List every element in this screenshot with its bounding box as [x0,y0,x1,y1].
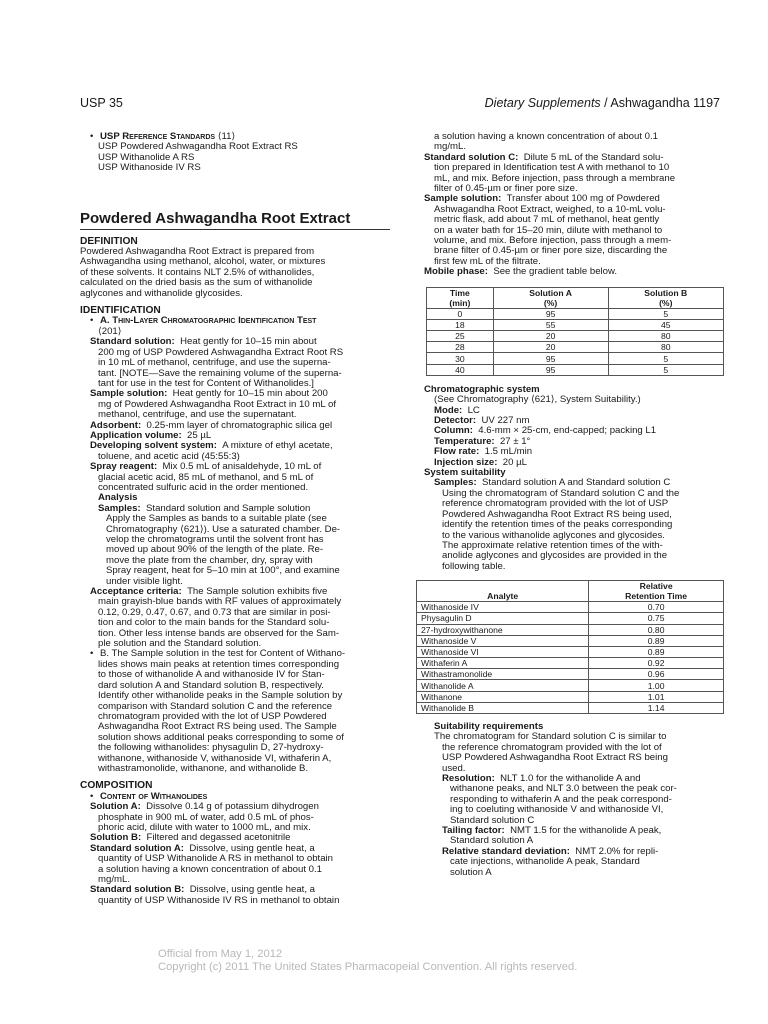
analysis-line-text: Spray reagent, heat for 5–10 min at 100°, and examine [106,565,340,577]
identification-a-line-text: 0.25-mm layer of chromatographic silica gel [146,419,333,431]
solution-line-text: tion prepared in Identification test A with methanol to 10 [434,162,670,174]
rrt-value: 0.70 [589,602,724,613]
gradient-cell: 95 [493,364,608,375]
solution-line-text: mg/mL. [434,141,466,153]
suitability-line [424,868,724,878]
chromatographic-line-text: (See Chromatography ⟨621⟩, System Suitability.) [434,394,641,406]
chromatographic-line-label: Detector: [434,415,477,427]
gradient-header-2 [608,287,724,308]
gradient-cell: 5 [608,364,724,375]
identification-b-line: • B. The Sample solution in the test for Content of Withano- [80,649,390,659]
identification-a-body [80,337,390,493]
rrt-header-analyte: Analyte [417,581,589,602]
composition-heading: COMPOSITION [80,780,153,792]
gradient-row [427,319,724,330]
gradient-row [427,342,724,353]
solution-line [424,267,724,277]
definition-text [80,247,390,299]
acceptance-line-text: 0.12, 0.29, 0.47, 0.67, and 0.73 that are similar in posi- [98,606,331,618]
chromatographic-line-text: 4.6-mm × 25-cm, end-capped; packing L1 [478,425,657,437]
chromatographic-line-label: Chromatographic system [424,383,540,395]
running-header-left: USP 35 [80,96,123,110]
gradient-cell: 20 [493,342,608,353]
composition-line-label: Solution B: [90,832,142,844]
suitability-line-text: USP Powdered Ashwagandha Root Extract RS being [442,752,668,764]
header-chapter: Dietary Supplements [484,96,601,110]
solution-line-text: brane filter of 0.45-µm or finer pore size, discarding the [434,245,668,257]
identification-a-line-text: Mix 0.5 mL of anisaldehyde, 10 mL of [162,461,322,473]
rrt-value: 1.01 [589,691,724,702]
gradient-header-line: Solution B [644,287,688,298]
solution-line-text: volume, and mix. Before injection, pass through a mem- [434,235,672,247]
identification-b-line: withastramonolide, withanone, and withanolide B. [98,762,309,774]
composition-line [80,896,390,906]
rrt-row [417,635,724,646]
suitability-line-text: Standard solution C [450,814,535,826]
solution-line-label: Mobile phase: [424,266,488,278]
gradient-cell: 45 [608,319,724,330]
identification-a-line-text: in 10 mL of methanol, centrifuge, and use the superna- [98,357,331,369]
acceptance-line-text: ple solution and the Standard solution. [98,638,262,650]
system-suitability-line-text: following table. [442,560,506,572]
rrt-value: 1.14 [589,702,724,713]
identification-a-line-text: Heat gently for 10–15 min about 200 [172,388,328,400]
rrt-analyte: Withastramonolide [417,669,589,680]
rrt-analyte: 27-hydroxywithanone [417,624,589,635]
analysis-line-text: moved up about 90% of the length of the plate. Re- [106,544,324,556]
footer-copyright: Copyright (c) 2011 The United States Pharmacopeial Convention. All rights reserved. [158,961,578,973]
running-header-right [485,96,720,110]
composition-body [80,802,390,906]
acceptance-line-text: The Sample solution exhibits five [187,586,328,598]
header-page: / Ashwagandha 1197 [600,96,720,110]
acceptance-line-text: tion. Other less intense bands are observed for the Sam- [98,627,340,639]
gradient-header-1 [493,287,608,308]
chromatographic-line-label: Mode: [434,404,463,416]
suitability-line [424,753,724,763]
solution-line-text: metric flask, add about 7 mL of methanol, heat gently [434,214,660,226]
chromatographic-line-label: Temperature: [434,435,495,447]
rrt-analyte: Withanolide A [417,680,589,691]
definition-heading: DEFINITION [80,235,138,247]
gradient-header-unit: (min) [449,297,471,308]
solution-line-text: See the gradient table below. [493,266,618,278]
composition-line-text: quantity of USP Withanolide A RS in methanol to obtain [98,853,334,865]
analysis-heading: Analysis [98,492,138,504]
reference-standard-item: USP Withanoside IV RS [98,162,201,174]
suitability-line-text: the reference chromatogram provided with the lot of [442,741,662,753]
identification-a-line-label: Spray reagent: [90,461,158,473]
rrt-row [417,613,724,624]
suitability-line-text: NMT 1.5 for the withanolide A peak, [510,825,662,837]
identification-a-line-text: 200 mg of USP Powdered Ashwagandha Extract Root RS [98,346,344,358]
reference-standards-list [80,142,390,173]
content-heading: • Content of Withanolides [80,792,390,802]
identification-a-heading: • A. Thin-Layer Chromatographic Identification Test [80,316,390,326]
solution-line-text: first few mL of the filtrate. [434,255,541,267]
gradient-header-line: Solution A [529,287,572,298]
solutions-continued [424,132,724,278]
rrt-row [417,669,724,680]
reference-standard-item: USP Withanolide A RS [98,151,195,163]
suitability-requirements-body [424,732,724,878]
identification-a-line-text: A mixture of ethyl acetate, [222,440,333,452]
gradient-cell: 5 [608,353,724,364]
identification-a-line-label: Developing solvent system: [90,440,217,452]
chromatographic-line-text: LC [467,404,480,416]
rrt-header-rrt: Relative Retention Time [589,581,724,602]
composition-line-label: Solution A: [90,801,141,813]
footer-watermark [158,948,577,974]
gradient-header-0 [427,287,494,308]
analysis-body [80,504,390,587]
identification-b-line: lides shows main peaks at retention times corresponding [98,658,340,670]
rrt-value: 0.89 [589,646,724,657]
system-suitability-line-text: anolide aglycones and glycosides are provided in the [442,550,668,562]
composition-line-label: Standard solution B: [90,884,185,896]
rrt-value: 1.00 [589,680,724,691]
rrt-value: 0.96 [589,669,724,680]
suitability-line-text: cate injections, withanolide A peak, Standard [450,856,640,868]
analysis-line-label: Samples: [98,502,141,514]
identification-a-line-label: Application volume: [90,429,182,441]
identification-a-line-label: Standard solution: [90,336,175,348]
rrt-analyte: Physagulin D [417,613,589,624]
reference-standard-item: USP Powdered Ashwagandha Root Extract RS [98,141,298,153]
identification-a-line-label: Adsorbent: [90,419,142,431]
definition-line: of these solvents. It contains NLT 2.5% of withanolides, [80,266,315,278]
identification-a-line-label: Sample solution: [90,388,168,400]
gradient-header-unit: (%) [659,297,673,308]
definition-line: aglycones and withanolide glycosides. [80,287,243,299]
solution-line-label: Sample solution: [424,193,502,205]
identification-b-line: the following withanolides: physagulin D, 27-hydroxy- [98,742,324,754]
rrt-analyte: Withanoside V [417,635,589,646]
gradient-table [426,287,724,376]
chromatographic-line-text: UV 227 nm [481,415,530,427]
gradient-cell: 95 [493,353,608,364]
gradient-cell: 80 [608,342,724,353]
identification-b-line: solution shows additional peaks corresponding to some of [98,731,344,743]
chromatographic-line-text: 20 µL [502,456,527,468]
suitability-line-text: solution A [450,866,492,878]
acceptance-line-text: main grayish-blue bands with RF values of approximately [98,596,342,608]
analysis-line-text: move the plate from the chamber, dry, spray with [106,554,313,566]
gradient-cell: 30 [427,353,494,364]
monograph-title: Powdered Ashwagandha Root Extract [80,210,390,230]
footer-official-date: Official from May 1, 2012 [158,948,283,960]
rrt-row [417,691,724,702]
chromatographic-line-label: Flow rate: [434,446,480,458]
rrt-row [417,702,724,713]
rrt-value: 0.89 [589,635,724,646]
suitability-line-text: withanone peaks, and NLT 3.0 between the peak cor- [450,783,677,795]
gradient-cell: 55 [493,319,608,330]
gradient-cell: 0 [427,308,494,319]
suitability-line-text: ing to coeluting withanoside V and withanoside VI, [450,804,664,816]
rrt-row [417,602,724,613]
gradient-cell: 40 [427,364,494,375]
solution-line-text: Transfer about 100 mg of Powdered [506,193,660,205]
identification-a-line-text: glacial acetic acid, 85 mL of methanol, and 5 mL of [98,471,314,483]
suitability-line-text: responding to withaferin A and the peak correspond- [450,793,672,805]
chromatographic-line-text: 1.5 mL/min [484,446,533,458]
system-suitability-line [424,562,724,572]
chromatographic-line-text: 27 ± 1° [499,435,531,447]
solution-line-label: Standard solution C: [424,151,519,163]
identification-a-line-text: toluene, and acetic acid (45:55:3) [98,450,240,462]
definition-line: Powdered Ashwagandha Root Extract is prepared from [80,246,315,258]
system-suitability-line-label: Samples: [434,477,477,489]
suitability-line-text: used. [442,762,466,774]
solution-line [424,132,724,142]
identification-a-line-text: tant. [NOTE—Save the remaining volume of the superna- [98,367,342,379]
system-suitability-line-text: Using the chromatogram of Standard solution C and the [442,487,680,499]
composition-line-text: mg/mL. [98,874,130,885]
gradient-header-line: Time [449,287,470,298]
suitability-line-label: Tailing factor: [442,825,505,837]
composition-line-text: phosphate in 900 mL of water, add 0.5 mL of phos- [98,811,314,823]
composition-line-text: Dissolve 0.14 g of potassium dihydrogen [146,801,319,813]
rrt-value: 0.92 [589,658,724,669]
identification-a-line-text: tant for use in the test for Content of Withanolides.] [98,377,314,389]
rrt-analyte: Withanoside VI [417,646,589,657]
identification-a-line-text: mg of Powdered Ashwagandha Root Extract in 10 mL of [98,398,337,410]
analysis-line-text: under visible light. [106,575,183,587]
gradient-cell: 95 [493,308,608,319]
definition-line: calculated on the dried basis as the sum of withanolide [80,277,313,289]
definition-line: Ashwagandha using methanol, alcohol, water, or mixtures [80,256,326,268]
gradient-cell: 20 [493,331,608,342]
gradient-header-unit: (%) [543,297,558,308]
suitability-line-text: NMT 2.0% for repli- [575,845,659,857]
composition-line-text: phoric acid, dilute with water to 1000 mL, and mix. [98,821,311,833]
solution-line-text: Dilute 5 mL of the Standard solu- [523,151,664,163]
gradient-cell: 25 [427,331,494,342]
identification-b-line: chromatogram provided with the lot of USP Powdered [98,710,327,722]
composition-line-text: Filtered and degassed acetonitrile [146,832,291,844]
right-column [421,131,724,878]
gradient-row [427,308,724,319]
rrt-analyte: Withanone [417,691,589,702]
analysis-line-text: Apply the Samples as bands to a suitable plate (see [106,513,327,525]
identification-b-line: dard solution A and Standard solution B, respectively. [98,679,324,691]
composition-line-label: Standard solution A: [90,842,184,854]
acceptance-line-label: Acceptance criteria: [90,586,182,598]
identification-a-line-text: Heat gently for 10–15 min about [180,336,317,348]
rrt-analyte: Withaferin A [417,658,589,669]
chromatographic-line-label: Injection size: [434,456,498,468]
rrt-row [417,680,724,691]
suitability-line-text: NLT 1.0 for the withanolide A and [500,773,641,785]
identification-b-line: comparison with Standard solution C and the reference [98,700,333,712]
solution-line-text: a solution having a known concentration of about 0.1 [434,131,659,142]
system-suitability-heading: System suitability [424,467,506,479]
identification-b-line: Identify other withanolide peaks in the Sample solution by [98,690,343,702]
system-suitability-line-text: to the various withanolide aglycones and glycosides. [442,529,665,541]
chromatographic-line-label: Column: [434,425,473,437]
system-suitability-line-text: reference chromatogram provided with the lot of USP [442,498,669,510]
identification-a-suffix: ⟨201⟩ [98,325,122,337]
system-suitability-body [424,478,724,572]
identification-b-line: to those of withanolide A and withanoside IV for Stan- [98,669,325,681]
rrt-row [417,658,724,669]
identification-a-line-text: concentrated sulfuric acid in the order mentioned. [98,481,309,493]
suitability-requirements-heading: Suitability requirements [434,721,544,732]
rrt-row [417,646,724,657]
gradient-cell: 18 [427,319,494,330]
suitability-line-label: Resolution: [442,773,495,785]
system-suitability-line-text: The approximate relative retention times of the with- [442,539,663,551]
identification-b-body [80,649,390,774]
rrt-value: 0.75 [589,613,724,624]
analysis-line-text: Chromatography ⟨621⟩). Use a saturated chamber. De- [106,523,341,535]
identification-b-line: Ashwagandha Root Extract RS being used. The Sample [98,721,337,733]
suitability-line-label: Relative standard deviation: [442,845,570,857]
composition-line-text: Dissolve, using gentle heat, a [189,842,315,854]
solution-line-text: on a water bath for 15–20 min, dilute with methanol to [434,224,663,236]
solution-line-text: Ashwagandha Root Extract, weighed, to a 10-mL volu- [434,203,666,215]
solution-line-text: filter of 0.45-µm or finer pore size. [434,183,578,195]
gradient-row [427,331,724,342]
acceptance-criteria [80,587,390,649]
system-suitability-line-text: Powdered Ashwagandha Root Extract RS being used, [442,508,672,520]
left-column [80,132,390,906]
system-suitability-line-text: identify the retention times of the peaks corresponding [442,519,673,531]
solution-line-text: mL, and mix. Before injection, pass through a membrane [434,172,676,184]
rrt-value: 0.80 [589,624,724,635]
identification-a-line-text: methanol, centrifuge, and use the supernatant. [98,409,297,421]
suitability-line-text: Standard solution A [450,835,534,847]
identification-heading: IDENTIFICATION [80,305,161,317]
analysis-line-text: velop the chromatograms until the solvent front has [106,534,324,545]
rrt-analyte: Withanolide B [417,702,589,713]
composition-line-text: a solution having a known concentration of about 0.1 [98,863,323,875]
composition-line-text: Dissolve, using gentle heat, a [189,884,316,896]
gradient-row [427,353,724,364]
analysis-line-text: Standard solution and Sample solution [146,502,311,514]
rrt-row [417,624,724,635]
gradient-cell: 5 [608,308,724,319]
chromatographic-system [424,385,724,468]
gradient-row [427,364,724,375]
composition-line-text: quantity of USP Withanoside IV RS in methanol to obtain [98,894,340,906]
system-suitability-line-text: Standard solution A and Standard solution C [482,477,671,489]
identification-b-line: withanone, withanoside V, withanoside VI, withaferin A, [98,752,332,764]
acceptance-line-text: tion and color to the main bands for the Standard solu- [98,617,330,629]
identification-a-line-text: 25 µL [187,429,212,441]
rrt-analyte: Withanoside IV [417,602,589,613]
relative-retention-table [416,580,724,714]
gradient-cell: 28 [427,342,494,353]
suitability-line-text: The chromatogram for Standard solution C is similar to [434,731,667,743]
reference-standards-heading: • USP Reference Standards ⟨11⟩ [80,132,390,142]
gradient-cell: 80 [608,331,724,342]
